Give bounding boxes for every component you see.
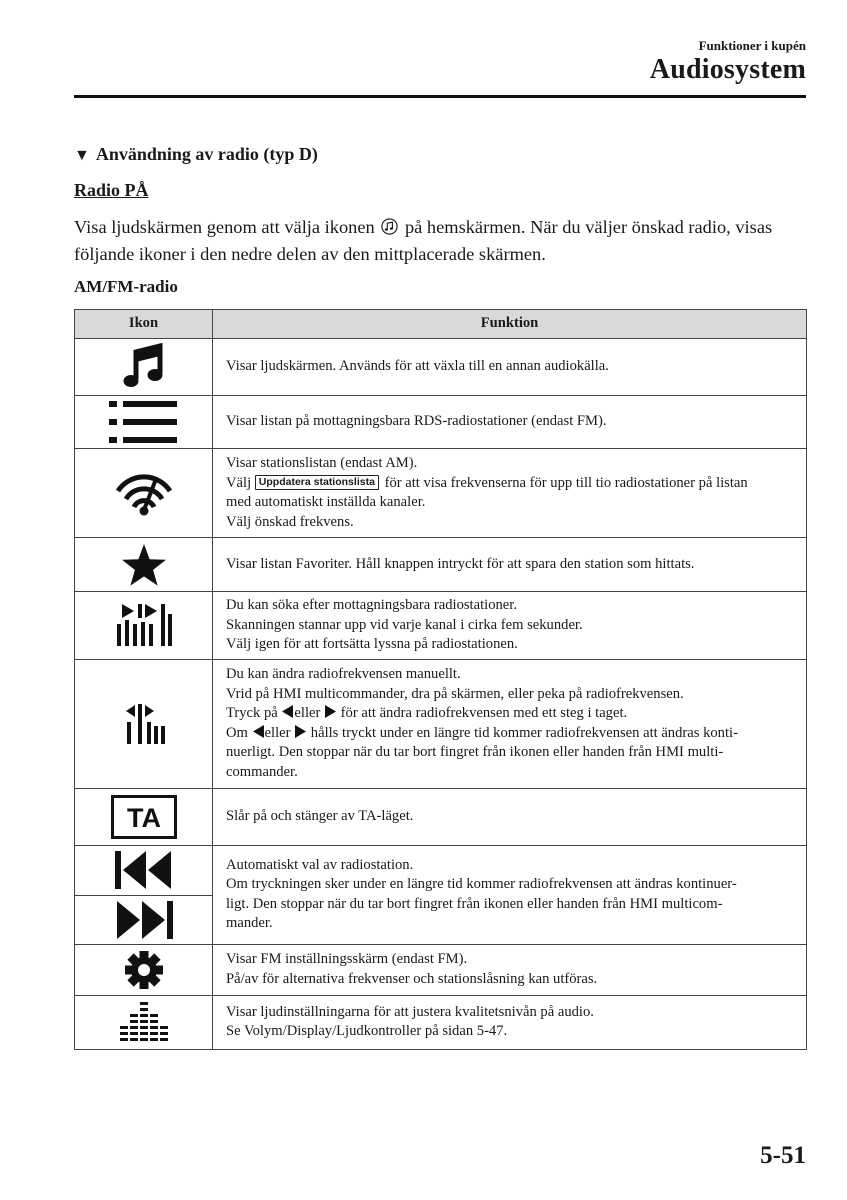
function-text: Slår på och stänger av TA-läget.	[226, 807, 414, 824]
function-text: mander.	[226, 915, 273, 931]
music-note-icon	[381, 217, 398, 242]
function-text: nuerligt. Den stoppar när du tar bort fingret från ikonen eller handen från HMI multi-	[226, 744, 724, 760]
table-row	[75, 538, 807, 592]
function-table	[74, 309, 807, 1050]
function-text: Visar ljudskärmen. Används för att växla till en annan audiokälla.	[226, 358, 609, 375]
table-row	[75, 396, 807, 449]
equalizer-icon	[120, 1002, 168, 1042]
page-title: Audiosystem	[649, 54, 806, 85]
table-row	[75, 944, 807, 995]
radio-tuner-icon	[114, 469, 174, 517]
function-text: Vrid på HMI multicommander, dra på skärmen, eller peka på radiofrekvensen.	[226, 685, 684, 702]
function-text: Visar ljudinställningarna för att justera kvalitetsnivån på audio.	[226, 1003, 594, 1020]
music-note-icon	[122, 343, 166, 391]
intro-paragraph: Visa ljudskärmen genom att välja ikonen på hemskärmen. När du väljer önskad radio, visas följande ikoner i den nedre delen av den mittplacerade skärmen.	[74, 217, 773, 264]
function-text: På/av för alternativa frekvenser och stationslåsning kan utföras.	[226, 970, 598, 987]
section-label: Funktioner i kupén	[698, 38, 806, 53]
triangle-down-icon: ▼	[74, 147, 90, 164]
function-text: med automatiskt inställda kanaler.	[226, 494, 426, 510]
function-text: ligt. Den stoppar när du tar bort fingret från ikonen eller handen från HMI multicom-	[226, 895, 723, 912]
table-row	[75, 659, 807, 788]
column-header-function: Funktion	[213, 310, 807, 339]
update-station-list-button: Uppdatera stationslista	[255, 475, 379, 490]
previous-icon	[115, 851, 173, 889]
section-heading: ▼ Användning av radio (typ D)	[74, 144, 318, 164]
ta-icon	[111, 795, 177, 839]
function-text: Skanningen stannar upp vid varje kanal i cirka fem sekunder.	[226, 616, 583, 633]
scan-icon	[116, 604, 172, 646]
function-text: Välj Uppdatera stationslista för att visa frekvenserna för upp till tio radiostationer på listan	[226, 474, 748, 491]
function-text: Om eller hålls tryckt under en längre tid kommer radiofrekvensen att ändras konti-	[226, 724, 738, 741]
function-text: Välj igen för att fortsätta lyssna på radiostationen.	[226, 636, 518, 652]
function-text: Du kan ändra radiofrekvensen manuellt.	[226, 666, 461, 682]
table-row	[75, 845, 807, 895]
function-text: Se Volym/Display/Ljudkontroller på sidan 5-47.	[226, 1023, 508, 1039]
function-text: Om tryckningen sker under en längre tid kommer radiofrekvensen att ändras kontinuer-	[226, 876, 737, 892]
function-text: Automatiskt val av radiostation.	[226, 856, 414, 873]
triangle-right-icon	[295, 725, 306, 738]
svg-text:TA: TA	[126, 802, 161, 833]
function-text: Du kan söka efter mottagningsbara radiostationer.	[226, 597, 517, 613]
star-icon	[121, 543, 167, 587]
function-text: commander.	[226, 763, 298, 780]
table-row	[75, 449, 807, 538]
list-icon	[109, 401, 179, 443]
function-text: Tryck på eller för att ändra radiofrekvensen med ett steg i taget.	[226, 705, 628, 721]
triangle-left-icon	[253, 725, 264, 738]
table-header-row	[75, 310, 807, 339]
table-row	[75, 995, 807, 1049]
subheading: Radio PÅ	[74, 180, 149, 200]
function-text: Visar stationslistan (endast AM).	[226, 455, 418, 471]
column-header-icon: Ikon	[75, 310, 213, 339]
table-title: AM/FM-radio	[74, 277, 178, 296]
triangle-right-icon	[325, 705, 336, 718]
next-icon	[115, 901, 173, 939]
header-rule	[74, 95, 806, 98]
table-row	[75, 788, 807, 845]
gear-icon	[124, 950, 164, 990]
function-text: Visar listan på mottagningsbara RDS-radiostationer (endast FM).	[226, 413, 607, 430]
function-text: Visar listan Favoriter. Håll knappen intryckt för att spara den station som hittats.	[226, 555, 695, 572]
table-row	[75, 339, 807, 396]
manual-tune-icon	[123, 704, 165, 744]
table-row	[75, 592, 807, 660]
function-text: Välj önskad frekvens.	[226, 513, 354, 530]
function-text: Visar FM inställningsskärm (endast FM).	[226, 951, 468, 967]
triangle-left-icon	[282, 705, 293, 718]
page-number: 5-51	[760, 1142, 806, 1169]
